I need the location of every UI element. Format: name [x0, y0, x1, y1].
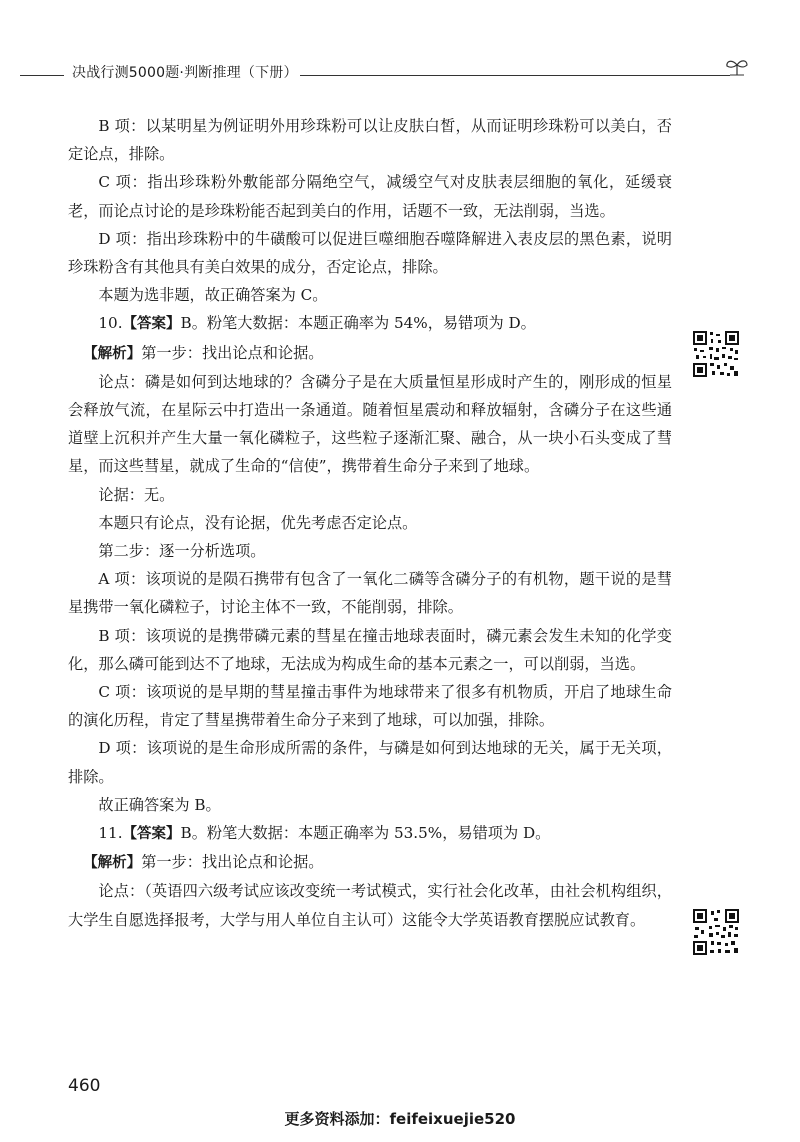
paragraph-conclusion: 本题为选非题，故正确答案为 C。	[98, 286, 328, 305]
q11-answer-tag: 【答案】	[122, 826, 181, 843]
paragraph-option-c: C 项：指出珍珠粉外敷能部分隔绝空气，减缓空气对皮肤表层细胞的氧化，延缓衰老，而论点讨论的是珍珠粉能否起到美白的作用，话题不一致，无法削弱，当选。	[68, 173, 672, 220]
q10-number: 10.	[98, 314, 123, 333]
q10-answer-line	[68, 309, 672, 338]
qr-code-icon	[692, 330, 740, 378]
q10-conclusion: 故正确答案为 B。	[98, 795, 221, 814]
q11-answer-text: B。粉笔大数据：本题正确率为 53.5%，易错项为 D。	[180, 824, 551, 843]
q10-option-c: C 项：该项说的是早期的彗星撞击事件为地球带来了很多有机物质，开启了地球生命的演化历程，肯定了彗星携带着生命分子来到了地球，可以加强，排除。	[68, 683, 672, 730]
q11-answer-line	[68, 819, 672, 848]
q10-evidence: 论据：无。	[98, 485, 175, 504]
header-title: 决战行测5000题·判断推理（下册）	[72, 65, 298, 81]
page-content	[68, 112, 672, 934]
qr-code-q10[interactable]	[692, 330, 740, 378]
q10-option-d: D 项：该项说的是生命形成所需的条件，与磷是如何到达地球的无关，属于无关项，排除。	[68, 739, 672, 786]
q11-number: 11.	[98, 824, 123, 843]
paragraph-option-b: B 项：以某明星为例证明外用珍珠粉可以让皮肤白皙，从而证明珍珠粉可以美白，否定论点，排除。	[68, 117, 672, 164]
page-number: 460	[68, 1076, 101, 1096]
q10-analysis-text: 第一步：找出论点和论据。	[141, 343, 324, 362]
q10-option-a: A 项：该项说的是陨石携带有包含了一氧化二磷等含磷分子的有机物，题干说的是彗星携带一氧化磷粒子，讨论主体不一致，不能削弱，排除。	[68, 570, 672, 617]
header-rule-right	[300, 75, 730, 76]
q11-analysis-tag: 【解析】	[83, 855, 142, 872]
q10-analysis-line	[68, 339, 672, 368]
q10-strategy: 本题只有论点，没有论据，优先考虑否定论点。	[98, 513, 418, 532]
q10-option-b: B 项：该项说的是携带磷元素的彗星在撞击地球表面时，磷元素会发生未知的化学变化，那么磷可能到达不了地球，无法成为构成生命的基本元素之一，可以削弱，当选。	[68, 626, 672, 673]
q10-answer-text: B。粉笔大数据：本题正确率为 54%，易错项为 D。	[180, 314, 536, 333]
qr-code-icon	[692, 908, 740, 956]
q11-analysis-text: 第一步：找出论点和论据。	[141, 853, 324, 872]
header-rule-left	[20, 75, 64, 76]
sprout-icon	[722, 56, 752, 80]
page-header	[0, 58, 800, 88]
q11-thesis: 论点：（英语四六级考试应该改变统一考试模式，实行社会化改革，由社会机构组织，大学生自愿选择报考，大学与用人单位自主认可）这能令大学英语教育摆脱应试教育。	[68, 882, 672, 929]
footer-note: 更多资料添加：feifeixuejie520	[284, 1110, 516, 1128]
q11-analysis-line	[68, 848, 672, 877]
q10-thesis: 论点：磷是如何到达地球的？含磷分子是在大质量恒星形成时产生的，刚形成的恒星会释放气流，在星际云中打造出一条通道。随着恒星震动和释放辐射，含磷分子在这些通道壁上沉积并产生大量一氧化磷粒子，这些粒子逐渐汇聚、融合，从一块小石头变成了彗星，而这些彗星，就成了生命的“信使”，携带着生命分子来到了地球。	[68, 372, 672, 476]
q10-analysis-tag: 【解析】	[83, 345, 142, 362]
q10-step-two: 第二步：逐一分析选项。	[98, 542, 266, 561]
paragraph-option-d: D 项：指出珍珠粉中的牛磺酸可以促进巨噬细胞吞噬降解进入表皮层的黑色素，说明珍珠粉含有其他具有美白效果的成分，否定论点，排除。	[68, 229, 672, 277]
qr-code-q11[interactable]	[692, 908, 740, 956]
q10-answer-tag: 【答案】	[122, 316, 181, 333]
